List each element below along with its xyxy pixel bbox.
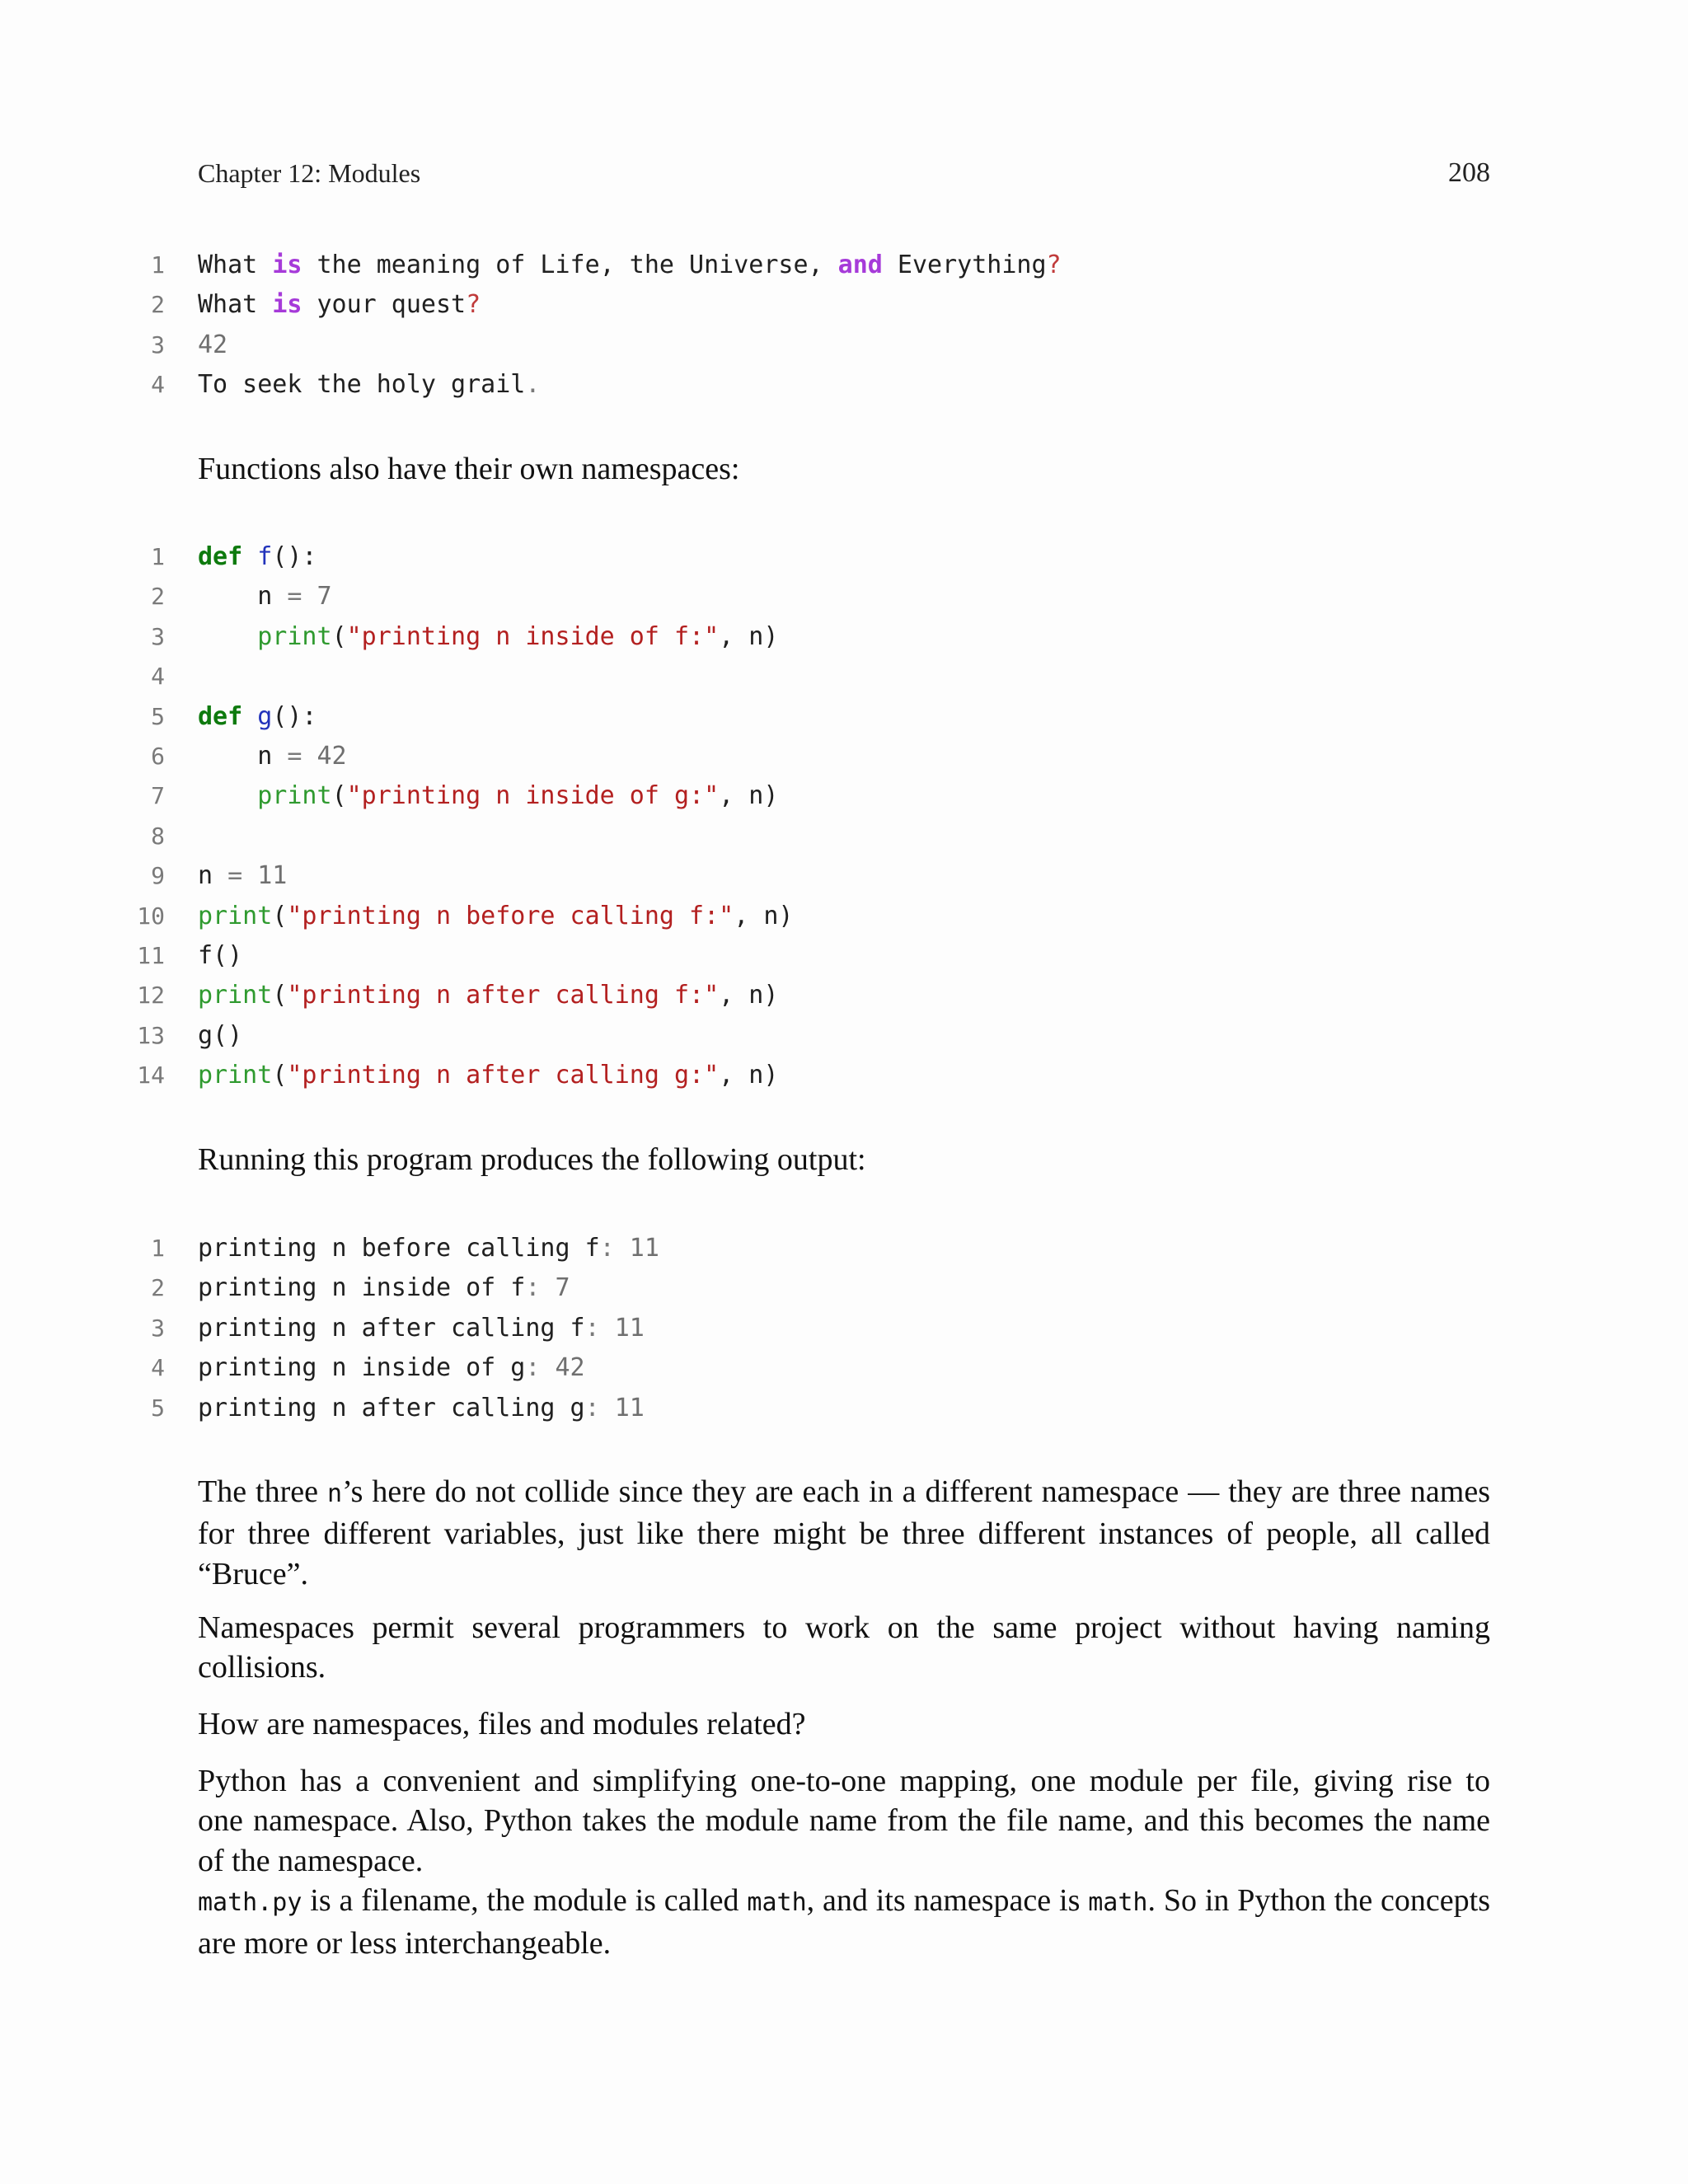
paragraph-line: Python has a convenient and simplifying one-to-one mapping, one module per file, giving rise to bbox=[198, 1764, 1490, 1798]
code-text: printing n inside of f: 7 bbox=[198, 1273, 570, 1303]
code-text: n = 7 bbox=[198, 582, 332, 612]
paragraph-namespaces-permit bbox=[198, 1608, 1490, 1688]
paragraph-python-mapping bbox=[198, 1761, 1490, 1963]
code-text: print("printing n before calling f:", n) bbox=[198, 901, 794, 930]
paragraph-line: one namespace. Also, Python takes the module name from the file name, and this becomes the name bbox=[198, 1803, 1490, 1839]
line-number: 1 bbox=[151, 543, 165, 570]
chapter-title: Chapter 12: Modules bbox=[198, 158, 421, 188]
paragraph-line: for three different variables, just like there might be three different instances of people, all called bbox=[198, 1516, 1490, 1552]
code-text: What is the meaning of Life, the Universe, and Everything? bbox=[198, 251, 1062, 279]
line-number: 3 bbox=[151, 622, 165, 650]
inline-code: math bbox=[1088, 1888, 1148, 1918]
paragraph-line: The three n’s here do not collide since they are each in a different namespace — they are three names bbox=[198, 1474, 1490, 1509]
line-number: 3 bbox=[151, 330, 165, 359]
line-number: 1 bbox=[151, 1235, 165, 1262]
code-text: g() bbox=[198, 1020, 243, 1050]
paragraph-running bbox=[198, 1140, 1490, 1179]
page-header bbox=[198, 155, 1490, 191]
paragraph-line: of the namespace. bbox=[198, 1843, 424, 1878]
line-number: 2 bbox=[151, 583, 165, 611]
code-text: print("printing n inside of f:", n) bbox=[257, 621, 779, 651]
paragraph-line: are more or less interchangeable. bbox=[198, 1925, 612, 1961]
paragraph-text: Running this program produces the following output: bbox=[198, 1142, 866, 1177]
paragraph-how-related bbox=[198, 1704, 1490, 1744]
code-text: f() bbox=[198, 940, 243, 970]
code-text: 42 bbox=[198, 330, 228, 359]
page-number: 208 bbox=[1448, 157, 1490, 188]
line-number: 4 bbox=[151, 371, 165, 399]
line-number: 14 bbox=[137, 1062, 165, 1090]
paragraph-line: math.py is a filename, the module is called math, and its namespace is math. So in Python the concepts bbox=[198, 1883, 1490, 1919]
code-text: n = 42 bbox=[198, 741, 347, 771]
paragraph-line: Namespaces permit several programmers to work on the same project without having naming bbox=[198, 1610, 1490, 1645]
paragraph-text: Functions also have their own namespaces: bbox=[198, 452, 740, 486]
line-number: 2 bbox=[151, 1274, 165, 1302]
inline-code: math.py bbox=[198, 1888, 302, 1918]
line-number: 11 bbox=[137, 941, 165, 969]
line-number: 10 bbox=[137, 902, 165, 930]
code-text: To seek the holy grail. bbox=[198, 370, 541, 400]
code-text: printing n inside of g: 42 bbox=[198, 1353, 585, 1383]
code-text: printing n after calling f: 11 bbox=[198, 1313, 645, 1343]
code-text: def g(): bbox=[198, 701, 317, 731]
paragraph-functions-namespaces bbox=[198, 449, 1490, 489]
line-number: 4 bbox=[151, 663, 165, 691]
code-text: print("printing n after calling g:", n) bbox=[198, 1061, 779, 1090]
line-number: 3 bbox=[151, 1314, 165, 1342]
paragraph-text: How are namespaces, files and modules related? bbox=[198, 1707, 806, 1741]
inline-code: n bbox=[327, 1479, 343, 1508]
line-number: 7 bbox=[151, 782, 165, 810]
code-text: n = 11 bbox=[198, 861, 288, 891]
code-text: printing n before calling f: 11 bbox=[198, 1234, 659, 1263]
line-number: 5 bbox=[151, 702, 165, 730]
line-number: 6 bbox=[151, 742, 165, 770]
paragraph-line: collisions. bbox=[198, 1650, 326, 1685]
code-text: print("printing n inside of g:", n) bbox=[257, 781, 779, 811]
code-text: printing n after calling g: 11 bbox=[198, 1393, 645, 1422]
line-number: 13 bbox=[137, 1021, 165, 1049]
line-number: 8 bbox=[151, 822, 165, 850]
line-number: 9 bbox=[151, 862, 165, 890]
line-number: 4 bbox=[151, 1354, 165, 1382]
code-text: print("printing n after calling f:", n) bbox=[198, 981, 779, 1010]
paragraph-three-namespaces bbox=[198, 1472, 1490, 1594]
line-number: 5 bbox=[151, 1394, 165, 1422]
line-number: 12 bbox=[137, 982, 165, 1010]
inline-code: math bbox=[747, 1888, 807, 1918]
code-text: def f(): bbox=[198, 542, 317, 571]
code-text: What is your quest? bbox=[198, 290, 481, 320]
paragraph-line: “Bruce”. bbox=[198, 1556, 308, 1591]
line-number: 1 bbox=[151, 251, 165, 279]
line-number: 2 bbox=[151, 291, 165, 319]
